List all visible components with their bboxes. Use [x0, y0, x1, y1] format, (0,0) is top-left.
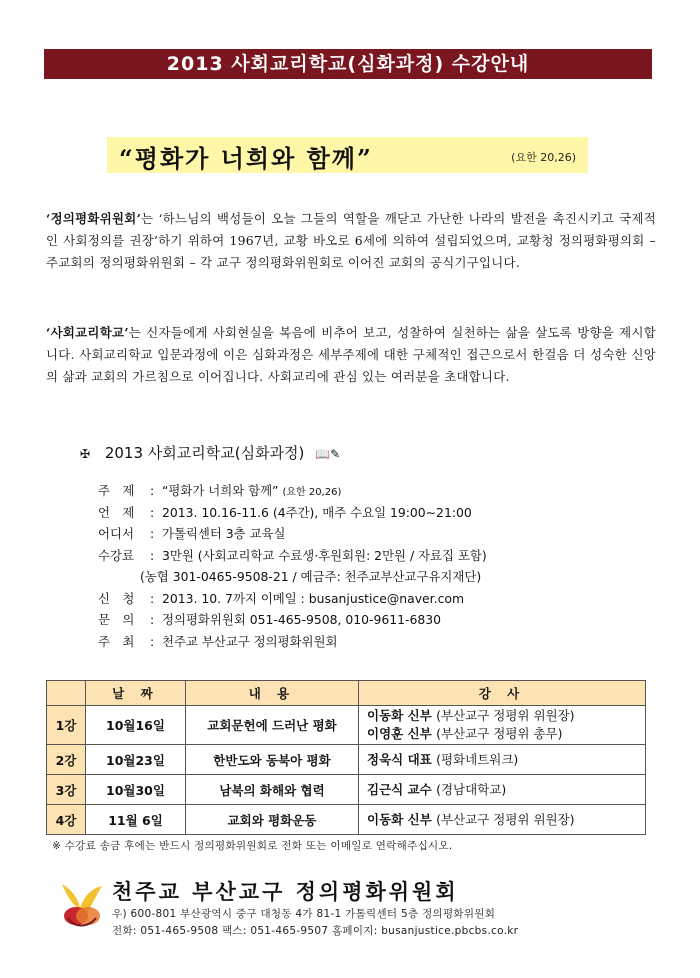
info-row-apply: 신 청 : 2013. 10. 7까지 이메일 : busanjustice@naver.com: [98, 588, 658, 610]
info-row-inquiry: 문 의 : 정의평화위원회 051-465-9508, 010-9611-6830: [98, 609, 658, 631]
cross-icon: ✠: [80, 447, 91, 461]
info-row-where: 어디서 : 가톨릭센터 3층 교육실: [98, 523, 658, 545]
intro-p2-text: 는 신자들에게 사회현실을 복음에 비추어 보고, 성찰하여 실천하는 삶을 살도록 방향을 제시합니다. 사회교리학교 입문과정에 이은 심화과정은 세부주제에 대한 구체적인 접근으로서 한걸음 더 성숙한 신앙의 삶과 교회의 가르침으로 이어집니다. 사회교리에 관심 있는 여러분을 초대합니다.: [46, 325, 656, 384]
info-label: 주 최: [98, 633, 135, 649]
course-heading: [80, 442, 340, 463]
intro-p1-text: 는 ‘하느님의 백성들이 오늘 그들의 역할을 깨닫고 가난한 나라의 발전을 촉진시키고 국제적인 사회정의를 권장’하기 위하여 1967년, 교황 바오로 6세에 의하여 설립되었으며, 교황청 정의평화평의회 – 주교회의 정의평화위원회 – 각 교구 정의평화위원회로 이어진 교회의 공식기구입니다.: [46, 211, 656, 270]
intro-p2-term: ‘사회교리학교’: [46, 325, 129, 340]
dove-logo-icon: [58, 878, 104, 930]
course-info: [98, 480, 658, 652]
lecturer-name: 이동화 신부: [367, 708, 432, 723]
lecturer-name: 이동화 신부: [367, 811, 432, 827]
session-date: 10월30일: [86, 775, 186, 805]
info-label: 주 제: [98, 483, 135, 498]
motto-reference: (요한 20,26): [511, 151, 576, 164]
info-value: “평화가 너희와 함께”: [162, 483, 279, 498]
session-lecturer: [359, 805, 646, 835]
schedule-table: [46, 680, 646, 835]
lecturer-name: 이영훈 신부: [367, 726, 432, 741]
table-row: [47, 745, 646, 775]
info-row-account: [98, 566, 658, 588]
col-header-date: 날 짜: [86, 681, 186, 706]
info-row-host: 주 최 : 천주교 부산교구 정의평화위원회: [98, 631, 658, 653]
session-content: 한반도와 동북아 평화: [186, 745, 359, 775]
info-value: 2013. 10. 7까지 이메일 : busanjustice@naver.com: [162, 590, 465, 606]
organization-contact: 전화: 051-465-9508 팩스: 051-465-9507 홈페이지: busanjustice.pbcbs.co.kr: [112, 925, 519, 937]
organization-name: 천주교 부산교구 정의평화위원회: [112, 880, 459, 904]
organization-address: 우) 600-801 부산광역시 중구 대청동 4가 81-1 가톨릭센터 5층 정의평화위원회: [112, 908, 496, 920]
info-label: 언 제: [98, 504, 135, 520]
lecturer-affiliation: (부산교구 정평위 위원장): [436, 811, 575, 827]
info-label: 수강료: [98, 547, 134, 563]
table-row: [47, 775, 646, 805]
session-date: 10월23일: [86, 745, 186, 775]
session-content: 남북의 화해와 협력: [186, 775, 359, 805]
info-row-when: 언 제 : 2013. 10.16-11.6 (4주간), 매주 수요일 19:00∼21:00: [98, 502, 658, 524]
session-date: 10월16일: [86, 706, 186, 745]
lecturer-affiliation: (평화네트워크): [436, 751, 519, 767]
info-value: 천주교 부산교구 정의평화위원회: [162, 633, 338, 649]
lecturer-name: 김근식 교수: [367, 781, 432, 797]
lecturer-name: 정욱식 대표: [367, 751, 432, 767]
session-content: 교회와 평화운동: [186, 805, 359, 835]
intro-p1-term: ‘정의평화위원회’: [46, 211, 142, 226]
info-row-fee: 수강료 : 3만원 (사회교리학교 수료생·후원회원: 2만원 / 자료집 포함): [98, 545, 658, 567]
table-row: [47, 805, 646, 835]
session-content: 교회문헌에 드러난 평화: [186, 706, 359, 745]
intro-paragraph-1: [46, 208, 656, 274]
session-number: 3강: [47, 775, 86, 805]
session-lecturer: [359, 745, 646, 775]
session-lecturer: [359, 775, 646, 805]
info-value: 정의평화위원회 051-465-9508, 010-9611-6830: [162, 612, 442, 627]
info-value: 3만원 (사회교리학교 수료생·후원회원: 2만원 / 자료집 포함): [162, 547, 487, 563]
session-number: 1강: [47, 706, 86, 745]
session-number: 2강: [47, 745, 86, 775]
info-label: 문 의: [98, 612, 135, 627]
lecturer-affiliation: (경남대학교): [436, 781, 507, 797]
lecturer-affiliation: (부산교구 정평위 총무): [436, 726, 563, 741]
table-row: [47, 706, 646, 745]
col-header-content: 내 용: [186, 681, 359, 706]
info-value: (농협 301-0465-9508-21 / 예금주: 천주교부산교구유지재단): [140, 569, 482, 584]
schedule-header-row: [47, 681, 646, 706]
book-pen-icon: 📖✎: [315, 447, 341, 461]
info-row-topic: 주 제 : “평화가 너희와 함께” (요한 20,26): [98, 480, 658, 502]
session-number: 4강: [47, 805, 86, 835]
info-value-small: (요한 20,26): [282, 487, 342, 498]
motto-text: “평화가 너희와 함께”: [119, 144, 373, 173]
page-title: 2013 사회교리학교(심화과정) 수강안내: [44, 49, 652, 79]
info-label: 어디서: [98, 526, 134, 541]
lecturer-affiliation: (부산교구 정평위 위원장): [436, 708, 575, 723]
info-value: 2013. 10.16-11.6 (4주간), 매주 수요일 19:00∼21:00: [162, 504, 472, 520]
col-header-num: [47, 681, 86, 706]
info-value: 가톨릭센터 3층 교육실: [162, 526, 286, 541]
session-lecturer: [359, 706, 646, 745]
intro-paragraph-2: [46, 322, 656, 388]
col-header-lecturer: 강 사: [359, 681, 646, 706]
info-label: 신 청: [98, 590, 135, 606]
session-date: 11월 6일: [86, 805, 186, 835]
motto-box: [107, 137, 588, 173]
payment-note: ※ 수강료 송금 후에는 반드시 정의평화위원회로 전화 또는 이메일로 연락해주십시오.: [52, 840, 453, 852]
course-heading-text: 2013 사회교리학교(심화과정): [104, 444, 305, 462]
